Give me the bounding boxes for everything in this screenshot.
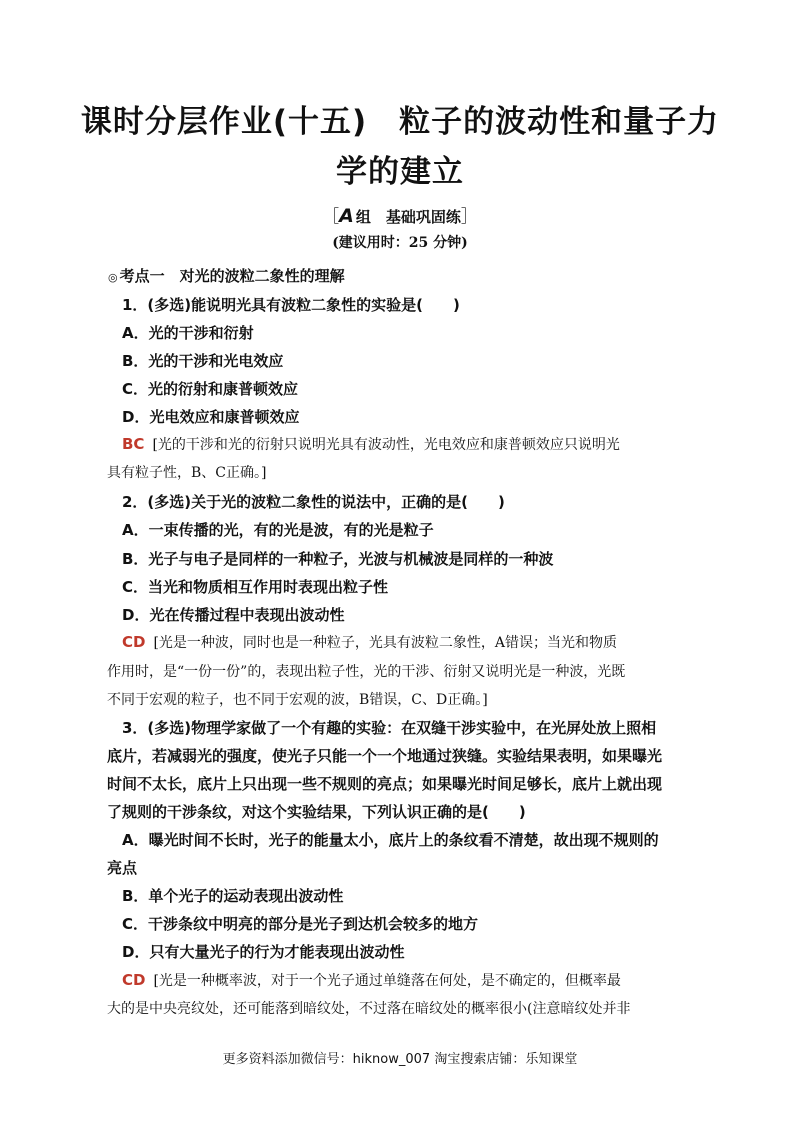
q2-answer-tag: CD <box>122 633 146 651</box>
q1-answer-text-1: [光的干涉和光的衍射只说明光具有波动性，光电效应和康普顿效应只说明光 <box>152 437 620 453</box>
q1-option-a: A．光的干涉和衍射 <box>122 324 254 342</box>
group-label: 组 基础巩固练 <box>355 208 461 226</box>
q1-answer-line-2: 具有粒子性，B、C正确。] <box>107 465 267 481</box>
q3-stem-line-3: 时间不太长，底片上只出现一些不规则的亮点；如果曝光时间足够长，底片上就出现 <box>107 775 663 793</box>
kaodian-heading <box>108 265 345 286</box>
q3-option-d: D．只有大量光子的行为才能表现出波动性 <box>122 943 405 961</box>
q2-answer-text-1: [光是一种波，同时也是一种粒子，光具有波粒二象性，A错误；当光和物质 <box>153 635 618 651</box>
q1-answer-tag: BC <box>122 435 145 453</box>
q3-answer-text-1: [光是一种概率波，对于一个光子通过单缝落在何处，是不确定的，但概率最 <box>153 973 621 989</box>
q1-option-d: D．光电效应和康普顿效应 <box>122 408 300 426</box>
q2-option-b: B．光子与电子是同样的一种粒子，光波与机械波是同样的一种波 <box>122 550 554 568</box>
q3-option-c: C．干涉条纹中明亮的部分是光子到达机会较多的地方 <box>122 915 479 933</box>
q3-stem-line-4: 了规则的干涉条纹，对这个实验结果，下列认识正确的是( ) <box>107 803 526 821</box>
kaodian-text: 考点一 对光的波粒二象性的理解 <box>119 267 345 285</box>
page-title-line-2: 学的建立 <box>336 154 464 190</box>
q2-option-c: C．当光和物质相互作用时表现出粒子性 <box>122 578 389 596</box>
q1-option-b: B．光的干涉和光电效应 <box>122 352 284 370</box>
q2-stem: 2．(多选)关于光的波粒二象性的说法中，正确的是( ) <box>122 493 505 511</box>
q3-option-a-line-1: A．曝光时间不长时，光子的能量太小，底片上的条纹看不清楚，故出现不规则的 <box>122 831 659 849</box>
q3-option-a-line-2: 亮点 <box>107 859 138 877</box>
q3-answer-line-2: 大的是中央亮纹处，还可能落到暗纹处，不过落在暗纹处的概率很小(注意暗纹处并非 <box>107 1001 631 1017</box>
q3-stem-line-2: 底片，若减弱光的强度，使光子只能一个一个地通过狭缝。实验结果表明，如果曝光 <box>107 747 663 765</box>
group-heading <box>0 202 800 227</box>
q2-answer-line-3: 不同于宏观的粒子，也不同于宏观的波，B错误，C、D正确。] <box>107 692 488 708</box>
group-letter: A <box>339 205 354 227</box>
q3-option-b: B．单个光子的运动表现出波动性 <box>122 887 344 905</box>
q1-option-c: C．光的衍射和康普顿效应 <box>122 380 299 398</box>
page-title-line-1: 课时分层作业(十五) 粒子的波动性和量子力 <box>80 104 720 140</box>
q3-answer-line-1 <box>122 970 621 990</box>
group-bracket-open: ［ <box>322 207 340 227</box>
q2-option-a: A．一束传播的光，有的光是波，有的光是粒子 <box>122 521 434 539</box>
q3-answer-tag: CD <box>122 971 146 989</box>
q1-stem: 1．(多选)能说明光具有波粒二象性的实验是( ) <box>122 296 460 314</box>
q2-option-d: D．光在传播过程中表现出波动性 <box>122 606 345 624</box>
suggested-time: (建议用时：25 分钟) <box>332 235 468 251</box>
q1-answer-line-1 <box>122 434 620 454</box>
q2-answer-line-2: 作用时，是“一份一份”的，表现出粒子性，光的干涉、衍射又说明光是一种波，光既 <box>107 664 626 680</box>
q3-stem-line-1: 3．(多选)物理学家做了一个有趣的实验：在双缝干涉实验中，在光屏处放上照相 <box>122 719 657 737</box>
group-bracket-close: ］ <box>460 207 478 227</box>
page-footer: 更多资料添加微信号：hiknow_007 淘宝搜索店铺：乐知课堂 <box>222 1052 578 1067</box>
target-icon: ◎ <box>108 271 118 284</box>
q2-answer-line-1 <box>122 632 617 652</box>
